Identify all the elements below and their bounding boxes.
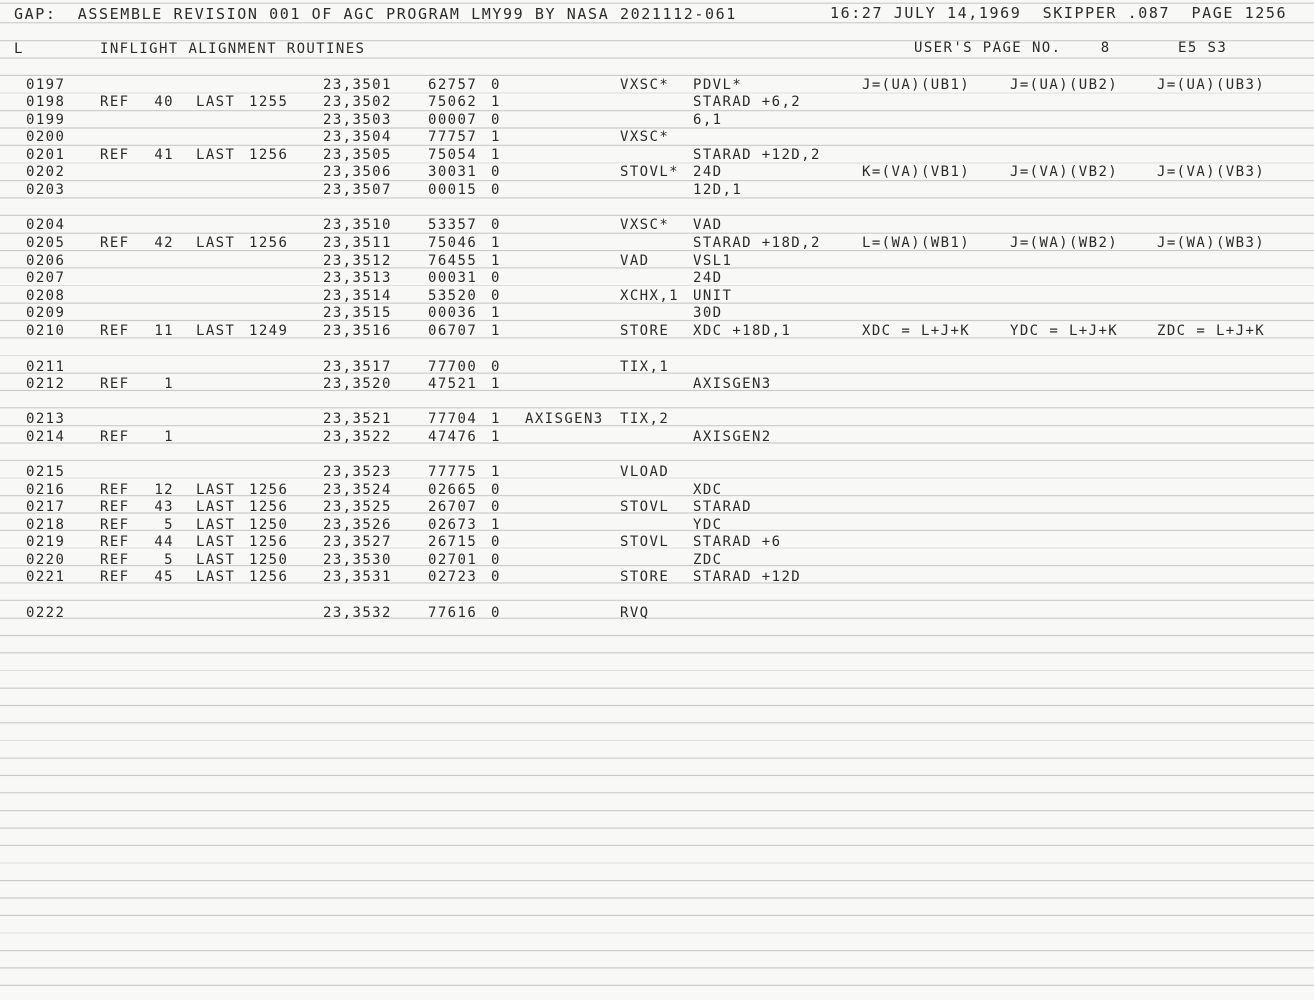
row-address: 23,3511 (323, 235, 392, 251)
row-last-page: 1256 (249, 534, 289, 550)
row-operand: YDC (693, 517, 723, 533)
row-line-number: 0216 (26, 482, 66, 498)
row-octal-word: 77704 (428, 411, 478, 427)
row-ref-keyword: REF (100, 569, 130, 585)
row-line-number: 0215 (26, 464, 66, 480)
row-address: 23,3525 (323, 499, 392, 515)
row-parity-bit: 1 (491, 517, 501, 533)
row-operand: STARAD +12D (693, 569, 802, 585)
row-opcode: VXSC* (620, 129, 670, 145)
row-last-keyword: LAST (196, 517, 236, 533)
row-address: 23,3532 (323, 605, 392, 621)
row-octal-word: 30031 (428, 164, 478, 180)
row-opcode: VXSC* (620, 217, 670, 233)
row-address: 23,3531 (323, 569, 392, 585)
row-octal-word: 76455 (428, 253, 478, 269)
row-opcode: VAD (620, 253, 650, 269)
row-parity-bit: 1 (491, 305, 501, 321)
row-operand: STARAD +18D,2 (693, 235, 821, 251)
row-parity-bit: 0 (491, 482, 501, 498)
row-parity-bit: 1 (491, 235, 501, 251)
row-parity-bit: 1 (491, 464, 501, 480)
row-operand: STARAD +12D,2 (693, 147, 821, 163)
row-last-page: 1256 (249, 569, 289, 585)
row-last-keyword: LAST (196, 482, 236, 498)
row-address: 23,3506 (323, 164, 392, 180)
row-ref-count: 1 (164, 376, 174, 392)
user-page-number: USER'S PAGE NO. 8 (914, 40, 1111, 56)
row-comment-3: J=(VA)(VB3) (1157, 164, 1266, 180)
row-opcode: TIX,2 (620, 411, 670, 427)
section-title: INFLIGHT ALIGNMENT ROUTINES (100, 41, 366, 57)
row-parity-bit: 0 (491, 77, 501, 93)
row-operand: VSL1 (693, 253, 733, 269)
row-address: 23,3524 (323, 482, 392, 498)
row-operand: 30D (693, 305, 723, 321)
row-operand: 24D (693, 164, 723, 180)
row-octal-word: 00031 (428, 270, 478, 286)
row-last-keyword: LAST (196, 235, 236, 251)
row-parity-bit: 0 (491, 112, 501, 128)
row-opcode: VXSC* (620, 77, 670, 93)
row-line-number: 0208 (26, 288, 66, 304)
row-line-number: 0213 (26, 411, 66, 427)
row-last-keyword: LAST (196, 534, 236, 550)
row-last-page: 1256 (249, 235, 289, 251)
row-line-number: 0198 (26, 94, 66, 110)
row-comment-2: J=(UA)(UB2) (1010, 77, 1119, 93)
row-ref-keyword: REF (100, 482, 130, 498)
row-last-page: 1249 (249, 323, 289, 339)
row-operand: STARAD (693, 499, 752, 515)
row-ref-keyword: REF (100, 534, 130, 550)
row-line-number: 0205 (26, 235, 66, 251)
row-parity-bit: 0 (491, 499, 501, 515)
row-octal-word: 06707 (428, 323, 478, 339)
row-last-page: 1255 (249, 94, 289, 110)
row-comment-1: L=(WA)(WB1) (862, 235, 971, 251)
row-line-number: 0204 (26, 217, 66, 233)
row-last-keyword: LAST (196, 323, 236, 339)
header-title: GAP: ASSEMBLE REVISION 001 OF AGC PROGRAM LMY99 BY NASA 2021112-061 (14, 5, 737, 23)
row-parity-bit: 0 (491, 569, 501, 585)
row-comment-2: J=(VA)(VB2) (1010, 164, 1119, 180)
row-operand: VAD (693, 217, 723, 233)
row-operand: ZDC (693, 552, 723, 568)
row-operand: UNIT (693, 288, 733, 304)
row-ref-keyword: REF (100, 517, 130, 533)
row-ref-count: 44 (154, 534, 174, 550)
row-opcode: STORE (620, 569, 670, 585)
row-ref-keyword: REF (100, 499, 130, 515)
row-last-keyword: LAST (196, 147, 236, 163)
row-octal-word: 02701 (428, 552, 478, 568)
row-address: 23,3527 (323, 534, 392, 550)
row-line-number: 0218 (26, 517, 66, 533)
row-address: 23,3513 (323, 270, 392, 286)
row-comment-3: J=(WA)(WB3) (1157, 235, 1266, 251)
row-address: 23,3521 (323, 411, 392, 427)
row-operand: XDC +18D,1 (693, 323, 792, 339)
row-opcode: TIX,1 (620, 359, 670, 375)
row-octal-word: 53357 (428, 217, 478, 233)
row-octal-word: 26715 (428, 534, 478, 550)
row-address: 23,3514 (323, 288, 392, 304)
row-operand: AXISGEN3 (693, 376, 772, 392)
row-last-page: 1250 (249, 552, 289, 568)
row-address: 23,3523 (323, 464, 392, 480)
row-comment-1: XDC = L+J+K (862, 323, 971, 339)
row-ref-keyword: REF (100, 147, 130, 163)
row-operand: AXISGEN2 (693, 429, 772, 445)
row-ref-count: 45 (154, 569, 174, 585)
row-parity-bit: 0 (491, 534, 501, 550)
row-octal-word: 77775 (428, 464, 478, 480)
row-line-number: 0201 (26, 147, 66, 163)
row-line-number: 0209 (26, 305, 66, 321)
row-address: 23,3526 (323, 517, 392, 533)
row-octal-word: 47521 (428, 376, 478, 392)
row-parity-bit: 1 (491, 323, 501, 339)
header-datestamp: 16:27 JULY 14,1969 SKIPPER .087 PAGE 1256 (830, 4, 1288, 22)
row-comment-2: J=(WA)(WB2) (1010, 235, 1119, 251)
row-ref-keyword: REF (100, 94, 130, 110)
row-last-page: 1256 (249, 147, 289, 163)
row-address: 23,3516 (323, 323, 392, 339)
row-line-number: 0212 (26, 376, 66, 392)
row-octal-word: 77700 (428, 359, 478, 375)
row-operand: 6,1 (693, 112, 723, 128)
row-opcode: STORE (620, 323, 670, 339)
row-comment-3: J=(UA)(UB3) (1157, 77, 1266, 93)
row-operand: STARAD +6,2 (693, 94, 802, 110)
row-address: 23,3503 (323, 112, 392, 128)
row-last-keyword: LAST (196, 552, 236, 568)
row-octal-word: 77757 (428, 129, 478, 145)
row-address: 23,3510 (323, 217, 392, 233)
row-octal-word: 75062 (428, 94, 478, 110)
row-line-number: 0207 (26, 270, 66, 286)
row-parity-bit: 0 (491, 164, 501, 180)
row-opcode: VLOAD (620, 464, 670, 480)
row-operand: STARAD +6 (693, 534, 782, 550)
row-line-number: 0219 (26, 534, 66, 550)
row-opcode: XCHX,1 (620, 288, 679, 304)
row-octal-word: 02673 (428, 517, 478, 533)
row-line-number: 0214 (26, 429, 66, 445)
row-octal-word: 62757 (428, 77, 478, 93)
row-comment-1: K=(VA)(VB1) (862, 164, 971, 180)
row-line-number: 0197 (26, 77, 66, 93)
row-last-page: 1256 (249, 499, 289, 515)
row-ref-keyword: REF (100, 323, 130, 339)
row-last-keyword: LAST (196, 499, 236, 515)
row-label: AXISGEN3 (525, 411, 604, 427)
row-ref-count: 41 (154, 147, 174, 163)
row-ref-count: 43 (154, 499, 174, 515)
row-line-number: 0217 (26, 499, 66, 515)
row-address: 23,3512 (323, 253, 392, 269)
row-octal-word: 75054 (428, 147, 478, 163)
row-ref-count: 1 (164, 429, 174, 445)
row-line-number: 0220 (26, 552, 66, 568)
row-address: 23,3515 (323, 305, 392, 321)
row-octal-word: 02665 (428, 482, 478, 498)
row-opcode: STOVL (620, 534, 670, 550)
row-octal-word: 75046 (428, 235, 478, 251)
row-ref-count: 12 (154, 482, 174, 498)
row-operand: PDVL* (693, 77, 743, 93)
row-parity-bit: 0 (491, 288, 501, 304)
row-octal-word: 02723 (428, 569, 478, 585)
row-parity-bit: 1 (491, 411, 501, 427)
row-ref-count: 42 (154, 235, 174, 251)
row-line-number: 0203 (26, 182, 66, 198)
row-octal-word: 77616 (428, 605, 478, 621)
row-line-number: 0206 (26, 253, 66, 269)
row-parity-bit: 0 (491, 182, 501, 198)
row-line-number: 0211 (26, 359, 66, 375)
row-parity-bit: 1 (491, 94, 501, 110)
row-operand: 24D (693, 270, 723, 286)
row-octal-word: 00036 (428, 305, 478, 321)
row-parity-bit: 0 (491, 359, 501, 375)
row-line-number: 0222 (26, 605, 66, 621)
row-ref-keyword: REF (100, 429, 130, 445)
row-line-number: 0221 (26, 569, 66, 585)
row-octal-word: 00007 (428, 112, 478, 128)
row-comment-3: ZDC = L+J+K (1157, 323, 1266, 339)
row-address: 23,3505 (323, 147, 392, 163)
row-line-number: 0200 (26, 129, 66, 145)
row-parity-bit: 1 (491, 376, 501, 392)
row-opcode: STOVL* (620, 164, 679, 180)
row-last-keyword: LAST (196, 569, 236, 585)
row-parity-bit: 1 (491, 429, 501, 445)
row-line-number: 0210 (26, 323, 66, 339)
row-address: 23,3520 (323, 376, 392, 392)
row-ref-keyword: REF (100, 235, 130, 251)
row-ref-count: 5 (164, 517, 174, 533)
row-address: 23,3502 (323, 94, 392, 110)
row-opcode: STOVL (620, 499, 670, 515)
row-octal-word: 26707 (428, 499, 478, 515)
row-comment-2: YDC = L+J+K (1010, 323, 1119, 339)
log-marker: L (14, 41, 24, 57)
row-octal-word: 53520 (428, 288, 478, 304)
row-address: 23,3522 (323, 429, 392, 445)
row-address: 23,3507 (323, 182, 392, 198)
row-parity-bit: 0 (491, 605, 501, 621)
row-operand: 12D,1 (693, 182, 743, 198)
row-octal-word: 00015 (428, 182, 478, 198)
row-ref-count: 5 (164, 552, 174, 568)
row-operand: XDC (693, 482, 723, 498)
row-parity-bit: 0 (491, 217, 501, 233)
row-octal-word: 47476 (428, 429, 478, 445)
row-ref-count: 11 (154, 323, 174, 339)
row-comment-1: J=(UA)(UB1) (862, 77, 971, 93)
row-parity-bit: 0 (491, 552, 501, 568)
row-address: 23,3504 (323, 129, 392, 145)
row-ref-keyword: REF (100, 376, 130, 392)
row-ref-keyword: REF (100, 552, 130, 568)
row-line-number: 0199 (26, 112, 66, 128)
row-address: 23,3517 (323, 359, 392, 375)
row-parity-bit: 1 (491, 253, 501, 269)
row-ref-count: 40 (154, 94, 174, 110)
row-line-number: 0202 (26, 164, 66, 180)
row-opcode: RVQ (620, 605, 650, 621)
row-parity-bit: 0 (491, 270, 501, 286)
row-last-page: 1256 (249, 482, 289, 498)
row-last-keyword: LAST (196, 94, 236, 110)
row-parity-bit: 1 (491, 147, 501, 163)
row-parity-bit: 1 (491, 129, 501, 145)
row-last-page: 1250 (249, 517, 289, 533)
row-address: 23,3501 (323, 77, 392, 93)
row-address: 23,3530 (323, 552, 392, 568)
page-code: E5 S3 (1178, 40, 1228, 56)
